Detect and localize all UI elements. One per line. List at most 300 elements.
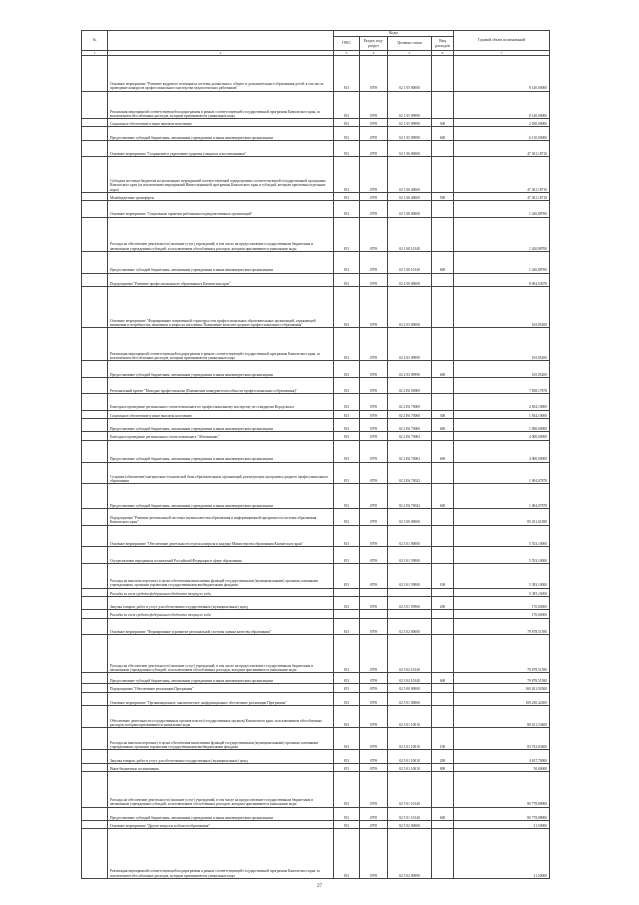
table-row [82, 201, 550, 217]
cell-no [82, 157, 108, 193]
cell-article: 02 3 00 00000 [388, 509, 432, 525]
cell-section: 0709 [360, 750, 388, 764]
cell-no [82, 547, 108, 563]
cell-amount: 80 778,88900 [454, 807, 550, 821]
cell-section: 0709 [360, 118, 388, 126]
cell-section: 0709 [360, 525, 388, 547]
cell-article [388, 610, 432, 618]
cell-section: 0709 [360, 440, 388, 462]
cell-no [82, 377, 108, 393]
cell-name: Расходы на выплаты персоналу в целях обеспечения выполнения функций государственными (муниципальными) органами, казенными учреждениями, органами управления государственными внебюджетными фондами [108, 563, 334, 588]
table-row [82, 807, 550, 821]
cell-section: 0709 [360, 547, 388, 563]
table-row [82, 394, 550, 410]
cell-grbs: 813 [334, 673, 360, 684]
cell-amount: 1 834,10000 [454, 410, 550, 418]
cell-grbs: 813 [334, 192, 360, 200]
cell-section: 0709 [360, 192, 388, 200]
cell-grbs: 813 [334, 251, 360, 273]
cell-no [82, 509, 108, 525]
cell-article: 02 2 E6 00000 [388, 377, 432, 393]
cell-grbs: 813 [334, 771, 360, 807]
table-row [82, 684, 550, 692]
table-row [82, 328, 550, 361]
cell-amount: 1 420,88700 [454, 251, 550, 273]
cell-grbs: 813 [334, 157, 360, 193]
cell-grbs: 813 [334, 509, 360, 525]
table-row [82, 251, 550, 273]
cell-section: 0709 [360, 361, 388, 377]
cell-grbs: 813 [334, 692, 360, 706]
cell-grbs [334, 588, 360, 596]
table-row [82, 361, 550, 377]
cell-article: 02 2 E6 70000 [388, 418, 432, 432]
cell-exp-type: 600 [432, 418, 454, 432]
cell-name: Предоставление субсидий бюджетным, автономным учреждениям и иным некоммерческим организациям [108, 807, 334, 821]
cell-amount: 80 778,88900 [454, 771, 550, 807]
cell-article: 02 1 06 40060 [388, 192, 432, 200]
cell-article: 02 5 01 10010 [388, 750, 432, 764]
cell-exp-type [432, 157, 454, 193]
cell-article: 02 1 08 10140 [388, 251, 432, 273]
cell-no [82, 410, 108, 418]
cell-article: 02 5 02 00000 [388, 821, 432, 829]
cell-name: Расходы за счет средств федерального бюджета текущего года [108, 610, 334, 618]
cell-exp-type [432, 394, 454, 410]
cell-no [82, 750, 108, 764]
table-row [82, 56, 550, 92]
cell-name: Расходы на выплаты персоналу в целях обеспечения выполнения функций государственными (муниципальными) органами, казенными учреждениями, органами управления государственными внебюджетными фондами [108, 728, 334, 750]
cell-section: 0709 [360, 706, 388, 728]
cell-name: Расходы на обеспечение деятельности (оказание услуг) учреждений, в том числе на предоставление государственным бюджетным и автономным учреждениям субсидий, за исключением обособленных расходов, которым присваиваются уникальные коды [108, 635, 334, 673]
table-row [82, 140, 550, 156]
cell-amount: 165,85200 [454, 361, 550, 377]
cell-no [82, 418, 108, 432]
cell-exp-type [432, 588, 454, 596]
cell-article: 02 1 05 09990 [388, 118, 432, 126]
cell-no [82, 462, 108, 484]
cell-exp-type [432, 462, 454, 484]
cell-amount: 5 553,10000 [454, 547, 550, 563]
cell-name: Основное мероприятие "Организационное, аналитическое, информационное обеспечение реализации Программы" [108, 692, 334, 706]
cell-name: Региональный проект "Молодые профессионалы (Повышение конкурентоспособности профессионального образования)" [108, 377, 334, 393]
cell-exp-type: 100 [432, 728, 454, 750]
cell-name: Обеспечение деятельности государственных органов власти (государственных органов) Камчатского края, за исключением обособленных расходов, которым присваиваются уникальные коды [108, 706, 334, 728]
cell-grbs: 813 [334, 728, 360, 750]
cell-grbs: 813 [334, 127, 360, 141]
cell-article: 02 3 02 10140 [388, 673, 432, 684]
cell-section [360, 610, 388, 618]
cell-name: Основное мероприятие "Развитие кадрового потенциала системы дошкольного, общего и дополнительного образования детей, в том числе проведение конкурсов профессионального мастерства педагогических работников" [108, 56, 334, 92]
cell-amount: 31,50000 [454, 821, 550, 829]
cell-section: 0709 [360, 201, 388, 217]
cell-article: 02 5 01 10140 [388, 807, 432, 821]
cell-exp-type [432, 684, 454, 692]
cell-section: 0709 [360, 328, 388, 361]
cell-grbs: 813 [334, 140, 360, 156]
cell-exp-type: 300 [432, 410, 454, 418]
header-amount: Годовой объем ассигнований [454, 31, 550, 51]
cell-exp-type [432, 217, 454, 251]
cell-article: 02 3 02 10140 [388, 635, 432, 673]
cell-name: Предоставление субсидий бюджетным, автономным учреждениям и иным некоммерческим организациям [108, 418, 334, 432]
cell-grbs: 813 [334, 440, 360, 462]
cell-grbs: 813 [334, 118, 360, 126]
cell-article: 02 2 E6 70022 [388, 462, 432, 484]
table-row [82, 377, 550, 393]
cell-grbs: 813 [334, 410, 360, 418]
cell-article: 02 2 E6 70000 [388, 394, 432, 410]
cell-section: 0709 [360, 91, 388, 118]
cell-amount: 79 878,51580 [454, 673, 550, 684]
cell-grbs: 813 [334, 328, 360, 361]
cell-amount: 1 000,00000 [454, 418, 550, 432]
cell-grbs: 813 [334, 684, 360, 692]
cell-article: 02 1 08 00000 [388, 201, 432, 217]
table-row [82, 588, 550, 596]
table-row [82, 509, 550, 525]
cell-grbs: 813 [334, 462, 360, 484]
cell-amount: 2 834,10000 [454, 394, 550, 410]
cell-no [82, 217, 108, 251]
cell-exp-type [432, 377, 454, 393]
cell-article: 02 3 02 00000 [388, 618, 432, 634]
cell-section: 0709 [360, 56, 388, 92]
cell-amount: 47 361,18710 [454, 157, 550, 193]
budget-table [81, 30, 550, 879]
cell-no [82, 56, 108, 92]
cell-amount: 5 383,10000 [454, 588, 550, 596]
cell-amount: 165,85200 [454, 287, 550, 328]
cell-name: Основное мероприятие "Социальные гарантии работникам подведомственных организаций" [108, 201, 334, 217]
cell-exp-type [432, 287, 454, 328]
cell-exp-type [432, 706, 454, 728]
cell-name: Предоставление субсидий бюджетным, автономным учреждениям и иным некоммерческим организациям [108, 361, 334, 377]
budget-table-sheet [81, 30, 549, 879]
table-row [82, 596, 550, 610]
cell-name: Предоставление субсидий бюджетным, автономным учреждениям и иным некоммерческим организациям [108, 484, 334, 509]
cell-no [82, 673, 108, 684]
table-row [82, 763, 550, 771]
cell-section: 0709 [360, 127, 388, 141]
cell-name: Социальное обеспечение и иные выплаты населению [108, 118, 334, 126]
cell-exp-type: 800 [432, 763, 454, 771]
cell-name: Осуществление переданных полномочий Российской Федерации в сфере образования [108, 547, 334, 563]
table-row [82, 157, 550, 193]
cell-no [82, 140, 108, 156]
cell-exp-type [432, 610, 454, 618]
cell-section: 0709 [360, 418, 388, 432]
cell-amount: 170,00000 [454, 610, 550, 618]
cell-section: 0709 [360, 673, 388, 684]
cell-article: 02 5 01 10010 [388, 706, 432, 728]
table-row [82, 829, 550, 878]
cell-article: 02 2 03 09990 [388, 328, 432, 361]
cell-amount: 4 000,00000 [454, 432, 550, 440]
cell-name: Основное мероприятие "Формирование современной структуры сети профессиональных образовательных организаций, отражающей изменения в потребностях экономики и запросах населения. Повышение качества среднего профессионального образования" [108, 287, 334, 328]
cell-article: 02 2 03 00000 [388, 287, 432, 328]
cell-name: Субсидии местным бюджетам на реализацию мероприятий соответствующей подпрограммы соответствующей государственной программы Камчатского края (за исключением мероприятий Инвестиционной программы Камчатского края и субсидий, которым присвоены отдельные коды) [108, 157, 334, 193]
cell-grbs: 813 [334, 763, 360, 771]
table-row [82, 610, 550, 618]
cell-name: Реализация мероприятий соответствующей подпрограммы в рамках соответствующей государственной программы Камчатского края, за исключением обособленных расходов, которым присваиваются уникальные коды [108, 91, 334, 118]
cell-amount: 47 361,18710 [454, 192, 550, 200]
cell-name: Расходы на обеспечение деятельности (оказание услуг) учреждений, в том числе на предоставление государственным бюджетным и автономным учреждениям субсидий, за исключением обособленных расходов, которым присваиваются уникальные коды [108, 217, 334, 251]
cell-amount: 2 030,00000 [454, 118, 550, 126]
cell-article [388, 588, 432, 596]
cell-article: 02 1 05 09990 [388, 91, 432, 118]
cell-name: Социальное обеспечение и иные выплаты населению [108, 410, 334, 418]
column-number: 1 [82, 51, 108, 56]
cell-exp-type [432, 525, 454, 547]
column-number: 2 [108, 51, 334, 56]
cell-no [82, 328, 108, 361]
table-row [82, 771, 550, 807]
cell-no [82, 563, 108, 588]
cell-section: 0709 [360, 287, 388, 328]
cell-no [82, 273, 108, 287]
table-row [82, 432, 550, 440]
header-section: Раздел, под-раздел [360, 37, 388, 51]
table-row [82, 127, 550, 141]
cell-grbs: 813 [334, 377, 360, 393]
cell-no [82, 807, 108, 821]
cell-no [82, 525, 108, 547]
cell-section: 0709 [360, 377, 388, 393]
cell-amount: 5 383,10000 [454, 563, 550, 588]
cell-name: Расходы за счет средств федерального бюджета текущего года [108, 588, 334, 596]
table-row [82, 273, 550, 287]
cell-article: 02 3 01 59900 [388, 563, 432, 588]
cell-amount: 31,50000 [454, 829, 550, 878]
cell-amount: 79 878,51580 [454, 635, 550, 673]
cell-exp-type: 600 [432, 484, 454, 509]
table-row [82, 547, 550, 563]
header-grbs: ГРБС [334, 37, 360, 51]
cell-amount: 85 431,61580 [454, 509, 550, 525]
cell-exp-type [432, 273, 454, 287]
cell-exp-type [432, 432, 454, 440]
cell-article: 02 2 03 09990 [388, 361, 432, 377]
cell-exp-type [432, 328, 454, 361]
cell-no [82, 118, 108, 126]
cell-name: Подпрограмма "Развитие профессионального образования в Камчатском крае" [108, 273, 334, 287]
header-codes: Коды [334, 31, 454, 37]
cell-grbs: 813 [334, 217, 360, 251]
table-row [82, 750, 550, 764]
cell-name: Основное мероприятие "Другие вопросы в области образования" [108, 821, 334, 829]
cell-amount: 47 361,18710 [454, 140, 550, 156]
cell-exp-type: 600 [432, 807, 454, 821]
cell-name: Подпрограмма "Обеспечение реализации Программы" [108, 684, 334, 692]
cell-section: 0709 [360, 821, 388, 829]
cell-no [82, 618, 108, 634]
cell-amount: 7 838,17878 [454, 377, 550, 393]
cell-section: 0709 [360, 157, 388, 193]
cell-amount: 1 420,88700 [454, 217, 550, 251]
cell-no [82, 484, 108, 509]
table-row [82, 706, 550, 728]
cell-section: 0709 [360, 432, 388, 440]
cell-section: 0709 [360, 217, 388, 251]
cell-section: 0709 [360, 763, 388, 771]
cell-section: 0709 [360, 509, 388, 525]
cell-amount: 4 000,00000 [454, 440, 550, 462]
cell-section: 0709 [360, 596, 388, 610]
cell-name: Предоставление субсидий бюджетным, автономным учреждениям и иным некоммерческим организациям [108, 673, 334, 684]
cell-no [82, 763, 108, 771]
cell-grbs [334, 610, 360, 618]
cell-article: 02 2 E6 70000 [388, 410, 432, 418]
header-name [108, 31, 334, 51]
cell-section: 0709 [360, 728, 388, 750]
cell-section: 0709 [360, 829, 388, 878]
cell-section: 0709 [360, 273, 388, 287]
cell-article: 02 3 01 59900 [388, 596, 432, 610]
cell-grbs: 813 [334, 706, 360, 728]
column-number: 5 [388, 51, 432, 56]
cell-exp-type: 200 [432, 750, 454, 764]
cell-article: 02 5 02 09990 [388, 829, 432, 878]
cell-section: 0709 [360, 692, 388, 706]
cell-no [82, 821, 108, 829]
cell-section: 0709 [360, 410, 388, 418]
cell-amount: 88 451,53400 [454, 706, 550, 728]
cell-name: Основное мероприятие "Сохранение и укрепление здоровья учащихся и воспитанников" [108, 140, 334, 156]
cell-section: 0709 [360, 140, 388, 156]
cell-amount: 83 743,83400 [454, 728, 550, 750]
cell-exp-type [432, 91, 454, 118]
cell-grbs: 813 [334, 394, 360, 410]
cell-exp-type [432, 509, 454, 525]
cell-no [82, 394, 108, 410]
cell-section: 0709 [360, 807, 388, 821]
cell-grbs: 813 [334, 201, 360, 217]
cell-grbs: 813 [334, 525, 360, 547]
cell-exp-type [432, 618, 454, 634]
table-body [82, 56, 550, 879]
cell-grbs: 813 [334, 563, 360, 588]
cell-amount: 8 140,00000 [454, 91, 550, 118]
cell-no [82, 201, 108, 217]
cell-name: Иные бюджетные ассигнования [108, 763, 334, 771]
cell-exp-type: 600 [432, 673, 454, 684]
cell-section: 0709 [360, 771, 388, 807]
cell-article: 02 3 01 59900 [388, 547, 432, 563]
cell-no [82, 610, 108, 618]
cell-exp-type [432, 771, 454, 807]
table-row [82, 692, 550, 706]
cell-grbs: 813 [334, 287, 360, 328]
cell-article: 02 5 00 00000 [388, 684, 432, 692]
cell-exp-type [432, 140, 454, 156]
cell-section: 0709 [360, 394, 388, 410]
cell-no [82, 771, 108, 807]
cell-name: Закупка товаров, работ и услуг для обеспечения государственных (муниципальных) нужд [108, 750, 334, 764]
cell-article: 02 5 01 10140 [388, 771, 432, 807]
column-number: 4 [360, 51, 388, 56]
cell-exp-type [432, 635, 454, 673]
cell-grbs: 813 [334, 273, 360, 287]
cell-no [82, 588, 108, 596]
cell-grbs: 813 [334, 432, 360, 440]
table-row [82, 440, 550, 462]
table-row [82, 287, 550, 328]
cell-name: Реализация мероприятий соответствующей подпрограммы в рамках соответствующей государственной программы Камчатского края, за исключением обособленных расходов, которым присваиваются уникальные коды [108, 328, 334, 361]
cell-name: Предоставление субсидий бюджетным, автономным учреждениям и иным некоммерческим организациям [108, 440, 334, 462]
cell-name: Реализация мероприятий соответствующей подпрограммы в рамках соответствующей государственной программы Камчатского края, за исключением обособленных расходов, которым присваиваются уникальные коды [108, 829, 334, 878]
table-row [82, 618, 550, 634]
cell-section: 0709 [360, 684, 388, 692]
cell-article: 02 3 01 00000 [388, 525, 432, 547]
cell-section [360, 588, 388, 596]
cell-grbs: 813 [334, 750, 360, 764]
cell-no [82, 361, 108, 377]
table-row [82, 217, 550, 251]
cell-amount: 4 657,70000 [454, 750, 550, 764]
cell-no [82, 251, 108, 273]
cell-grbs: 813 [334, 618, 360, 634]
cell-exp-type: 600 [432, 127, 454, 141]
cell-exp-type: 100 [432, 563, 454, 588]
table-row [82, 192, 550, 200]
cell-name: Расходы на обеспечение деятельности (оказание услуг) учреждений, в том числе на предоставление государственным бюджетным и автономным учреждениям субсидий, за исключением обособленных расходов, которым присваиваются уникальные коды [108, 771, 334, 807]
header-article: Целевая статья [388, 37, 432, 51]
cell-grbs: 813 [334, 56, 360, 92]
cell-section: 0709 [360, 251, 388, 273]
cell-article: 02 1 06 00000 [388, 140, 432, 156]
table-row [82, 462, 550, 484]
cell-grbs: 813 [334, 829, 360, 878]
cell-name: Ежегодное проведение регионального этапа чемпионата по профессиональному мастерству по стандартам Ворлдскиллс [108, 394, 334, 410]
column-number: 6 [432, 51, 454, 56]
table-row [82, 484, 550, 509]
cell-grbs: 813 [334, 418, 360, 432]
cell-no [82, 432, 108, 440]
cell-amount: 5 553,10000 [454, 525, 550, 547]
cell-no [82, 829, 108, 878]
cell-section: 0709 [360, 484, 388, 509]
cell-no [82, 692, 108, 706]
cell-name: Основное мероприятие "Формирование и развитие региональной системы оценки качества образования" [108, 618, 334, 634]
cell-no [82, 287, 108, 328]
cell-article: 02 2 E6 70002 [388, 432, 432, 440]
cell-name: Закупка товаров, работ и услуг для обеспечения государственных (муниципальных) нужд [108, 596, 334, 610]
cell-section: 0709 [360, 563, 388, 588]
column-number: 3 [334, 51, 360, 56]
cell-name: Предоставление субсидий бюджетным, автономным учреждениям и иным некоммерческим организациям [108, 251, 334, 273]
table-row [82, 635, 550, 673]
cell-grbs: 813 [334, 484, 360, 509]
cell-section: 0709 [360, 635, 388, 673]
cell-name: Ежегодное проведение регионального этапа чемпионата "Абилимпикс" [108, 432, 334, 440]
cell-article: 02 1 08 10140 [388, 217, 432, 251]
header-exp-type: Вид расходов [432, 37, 454, 51]
cell-exp-type: 200 [432, 596, 454, 610]
cell-grbs: 813 [334, 547, 360, 563]
table-row [82, 91, 550, 118]
table-row [82, 525, 550, 547]
cell-name: Предоставление субсидий бюджетным, автономным учреждениям и иным некоммерческим организациям [108, 127, 334, 141]
cell-article: 02 1 05 00000 [388, 56, 432, 92]
cell-no [82, 91, 108, 118]
cell-section: 0709 [360, 618, 388, 634]
cell-grbs: 813 [334, 91, 360, 118]
cell-grbs: 813 [334, 361, 360, 377]
cell-exp-type: 500 [432, 192, 454, 200]
cell-no [82, 728, 108, 750]
cell-amount: 1 420,88700 [454, 201, 550, 217]
